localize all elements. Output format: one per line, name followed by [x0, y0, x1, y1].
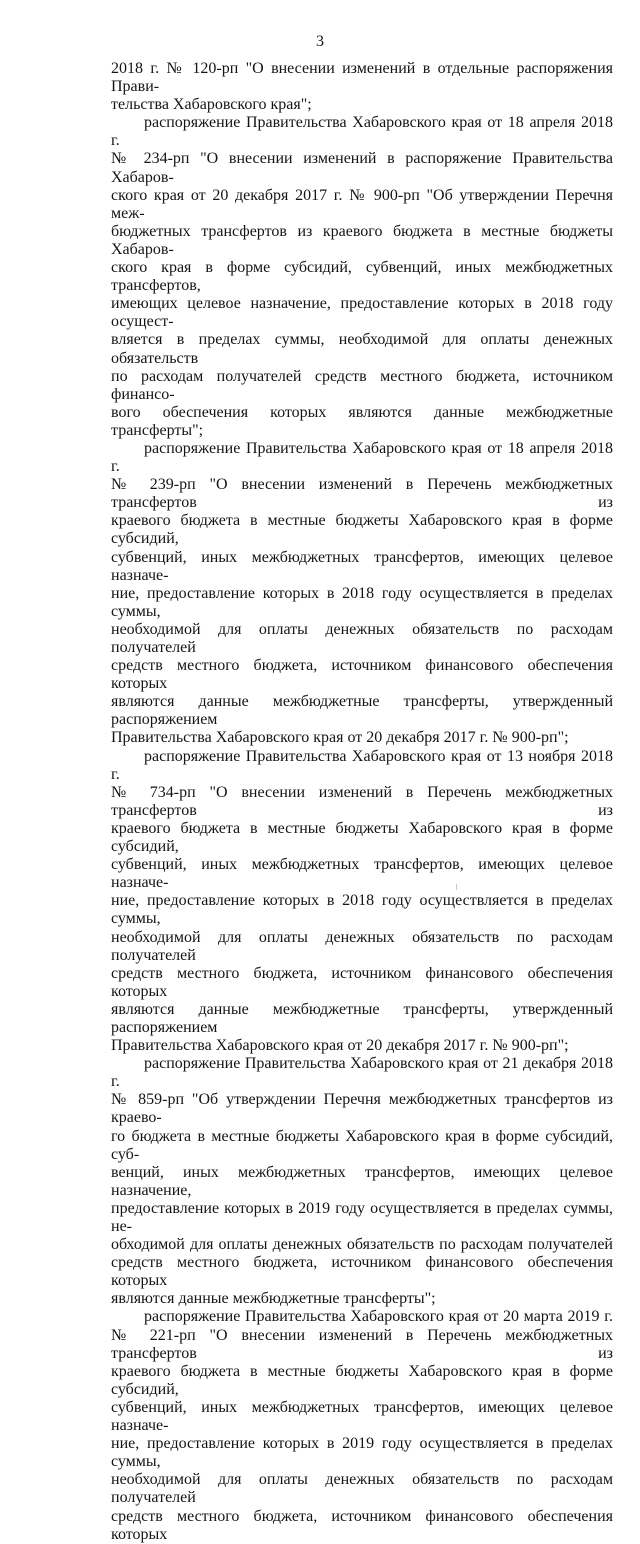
text-line: № 221-рп "О внесении изменений в Перечень межбюджетных трансфертов из: [111, 1326, 613, 1362]
text-line: го бюджета в местные бюджеты Хабаровского края в форме субсидий, суб-: [111, 1127, 613, 1163]
text-line: № 239-рп "О внесении изменений в Перечень межбюджетных трансфертов из: [111, 476, 613, 512]
text-line: бюджетных трансфертов из краевого бюджета в местные бюджеты Хабаров-: [111, 222, 613, 258]
text-line: имеющих целевое назначение, предоставление которых в 2018 году осущест-: [111, 295, 613, 331]
paragraph: [111, 1308, 613, 1543]
text-line: вляется в пределах суммы, необходимой для оплаты денежных обязательств: [111, 331, 613, 367]
page-number: 3: [316, 33, 324, 50]
text-line: краевого бюджета в местные бюджеты Хабаровского края в форме субсидий,: [111, 1362, 613, 1398]
text-line: необходимой для оплаты денежных обязательств по расходам получателей: [111, 620, 613, 656]
text-line: необходимой для оплаты денежных обязательств по расходам получателей: [111, 928, 613, 964]
text-line: ского края в форме субсидий, субвенций, иных межбюджетных трансфертов,: [111, 259, 613, 295]
text-line: средств местного бюджета, источником финансового обеспечения которых: [111, 1507, 613, 1543]
text-line: средств местного бюджета, источником финансового обеспечения которых: [111, 1254, 613, 1290]
text-line: предоставление которых в 2019 году осуществляется в пределах суммы, не-: [111, 1199, 613, 1235]
text-line: краевого бюджета в местные бюджеты Хабаровского края в форме субсидий,: [111, 512, 613, 548]
text-line: ского края от 20 декабря 2017 г. № 900-рп "Об утверждении Перечня меж-: [111, 186, 613, 222]
text-line: ние, предоставление которых в 2018 году осуществляется в пределах суммы,: [111, 892, 613, 928]
text-line: тельства Хабаровского края";: [111, 96, 312, 114]
text-line: № 859-рп "Об утверждении Перечня межбюджетных трансфертов из краево-: [111, 1091, 613, 1127]
text-line: венций, иных межбюджетных трансфертов, имеющих целевое назначение,: [111, 1163, 613, 1199]
paragraph: [111, 440, 613, 748]
text-line: субвенций, иных межбюджетных трансфертов, имеющих целевое назначе-: [111, 548, 613, 584]
text-line: являются данные межбюджетные трансферты, утвержденный распоряжением: [111, 1000, 613, 1036]
text-line: по расходам получателей средств местного бюджета, источником финансо-: [111, 367, 613, 403]
paragraph: [111, 114, 613, 440]
text-line: распоряжение Правительства Хабаровского края от 20 марта 2019 г.: [144, 1308, 613, 1326]
text-line: средств местного бюджета, источником финансового обеспечения которых: [111, 657, 613, 693]
text-line: распоряжение Правительства Хабаровского края от 18 апреля 2018 г.: [111, 114, 613, 150]
text-line: являются данные межбюджетные трансферты";: [111, 1290, 436, 1308]
text-line: обходимой для оплаты денежных обязательств по расходам получателей: [111, 1236, 613, 1254]
text-line: распоряжение Правительства Хабаровского края от 13 ноября 2018 г.: [111, 747, 613, 783]
text-line: краевого бюджета в местные бюджеты Хабаровского края в форме субсидий,: [111, 819, 613, 856]
paragraph: [111, 1055, 613, 1308]
paragraph: [111, 60, 613, 114]
text-line: вого обеспечения которых являются данные межбюджетные трансферты";: [111, 403, 613, 439]
text-line: ние, предоставление которых в 2018 году осуществляется в пределах суммы,: [111, 584, 613, 620]
text-line: распоряжение Правительства Хабаровского края от 21 декабря 2018 г.: [111, 1055, 613, 1091]
text-line: субвенций, иных межбюджетных трансфертов, имеющих целевое назначе-: [111, 1398, 613, 1435]
document-body: [111, 60, 613, 1544]
text-line: № 234-рп "О внесении изменений в распоряжение Правительства Хабаров-: [111, 150, 613, 186]
text-line: субвенций, иных межбюджетных трансфертов, имеющих целевое назначе-: [111, 856, 613, 892]
scan-mark: [456, 884, 457, 890]
text-line: являются данные межбюджетные трансферты, утвержденный распоряжением: [111, 693, 613, 729]
text-line: Правительства Хабаровского края от 20 декабря 2017 г. № 900-рп";: [111, 729, 569, 747]
text-line: Правительства Хабаровского края от 20 декабря 2017 г. № 900-рп";: [111, 1037, 569, 1055]
text-line: средств местного бюджета, источником финансового обеспечения которых: [111, 964, 613, 1000]
paragraph: [111, 748, 613, 1056]
text-line: необходимой для оплаты денежных обязательств по расходам получателей: [111, 1471, 613, 1507]
text-line: № 734-рп "О внесении изменений в Перечень межбюджетных трансфертов из: [111, 783, 613, 819]
text-line: 2018 г. № 120-рп "О внесении изменений в отдельные распоряжения Прави-: [111, 60, 613, 96]
text-line: ние, предоставление которых в 2019 году осуществляется в пределах суммы,: [111, 1435, 613, 1471]
text-line: распоряжение Правительства Хабаровского края от 18 апреля 2018 г.: [111, 439, 613, 476]
